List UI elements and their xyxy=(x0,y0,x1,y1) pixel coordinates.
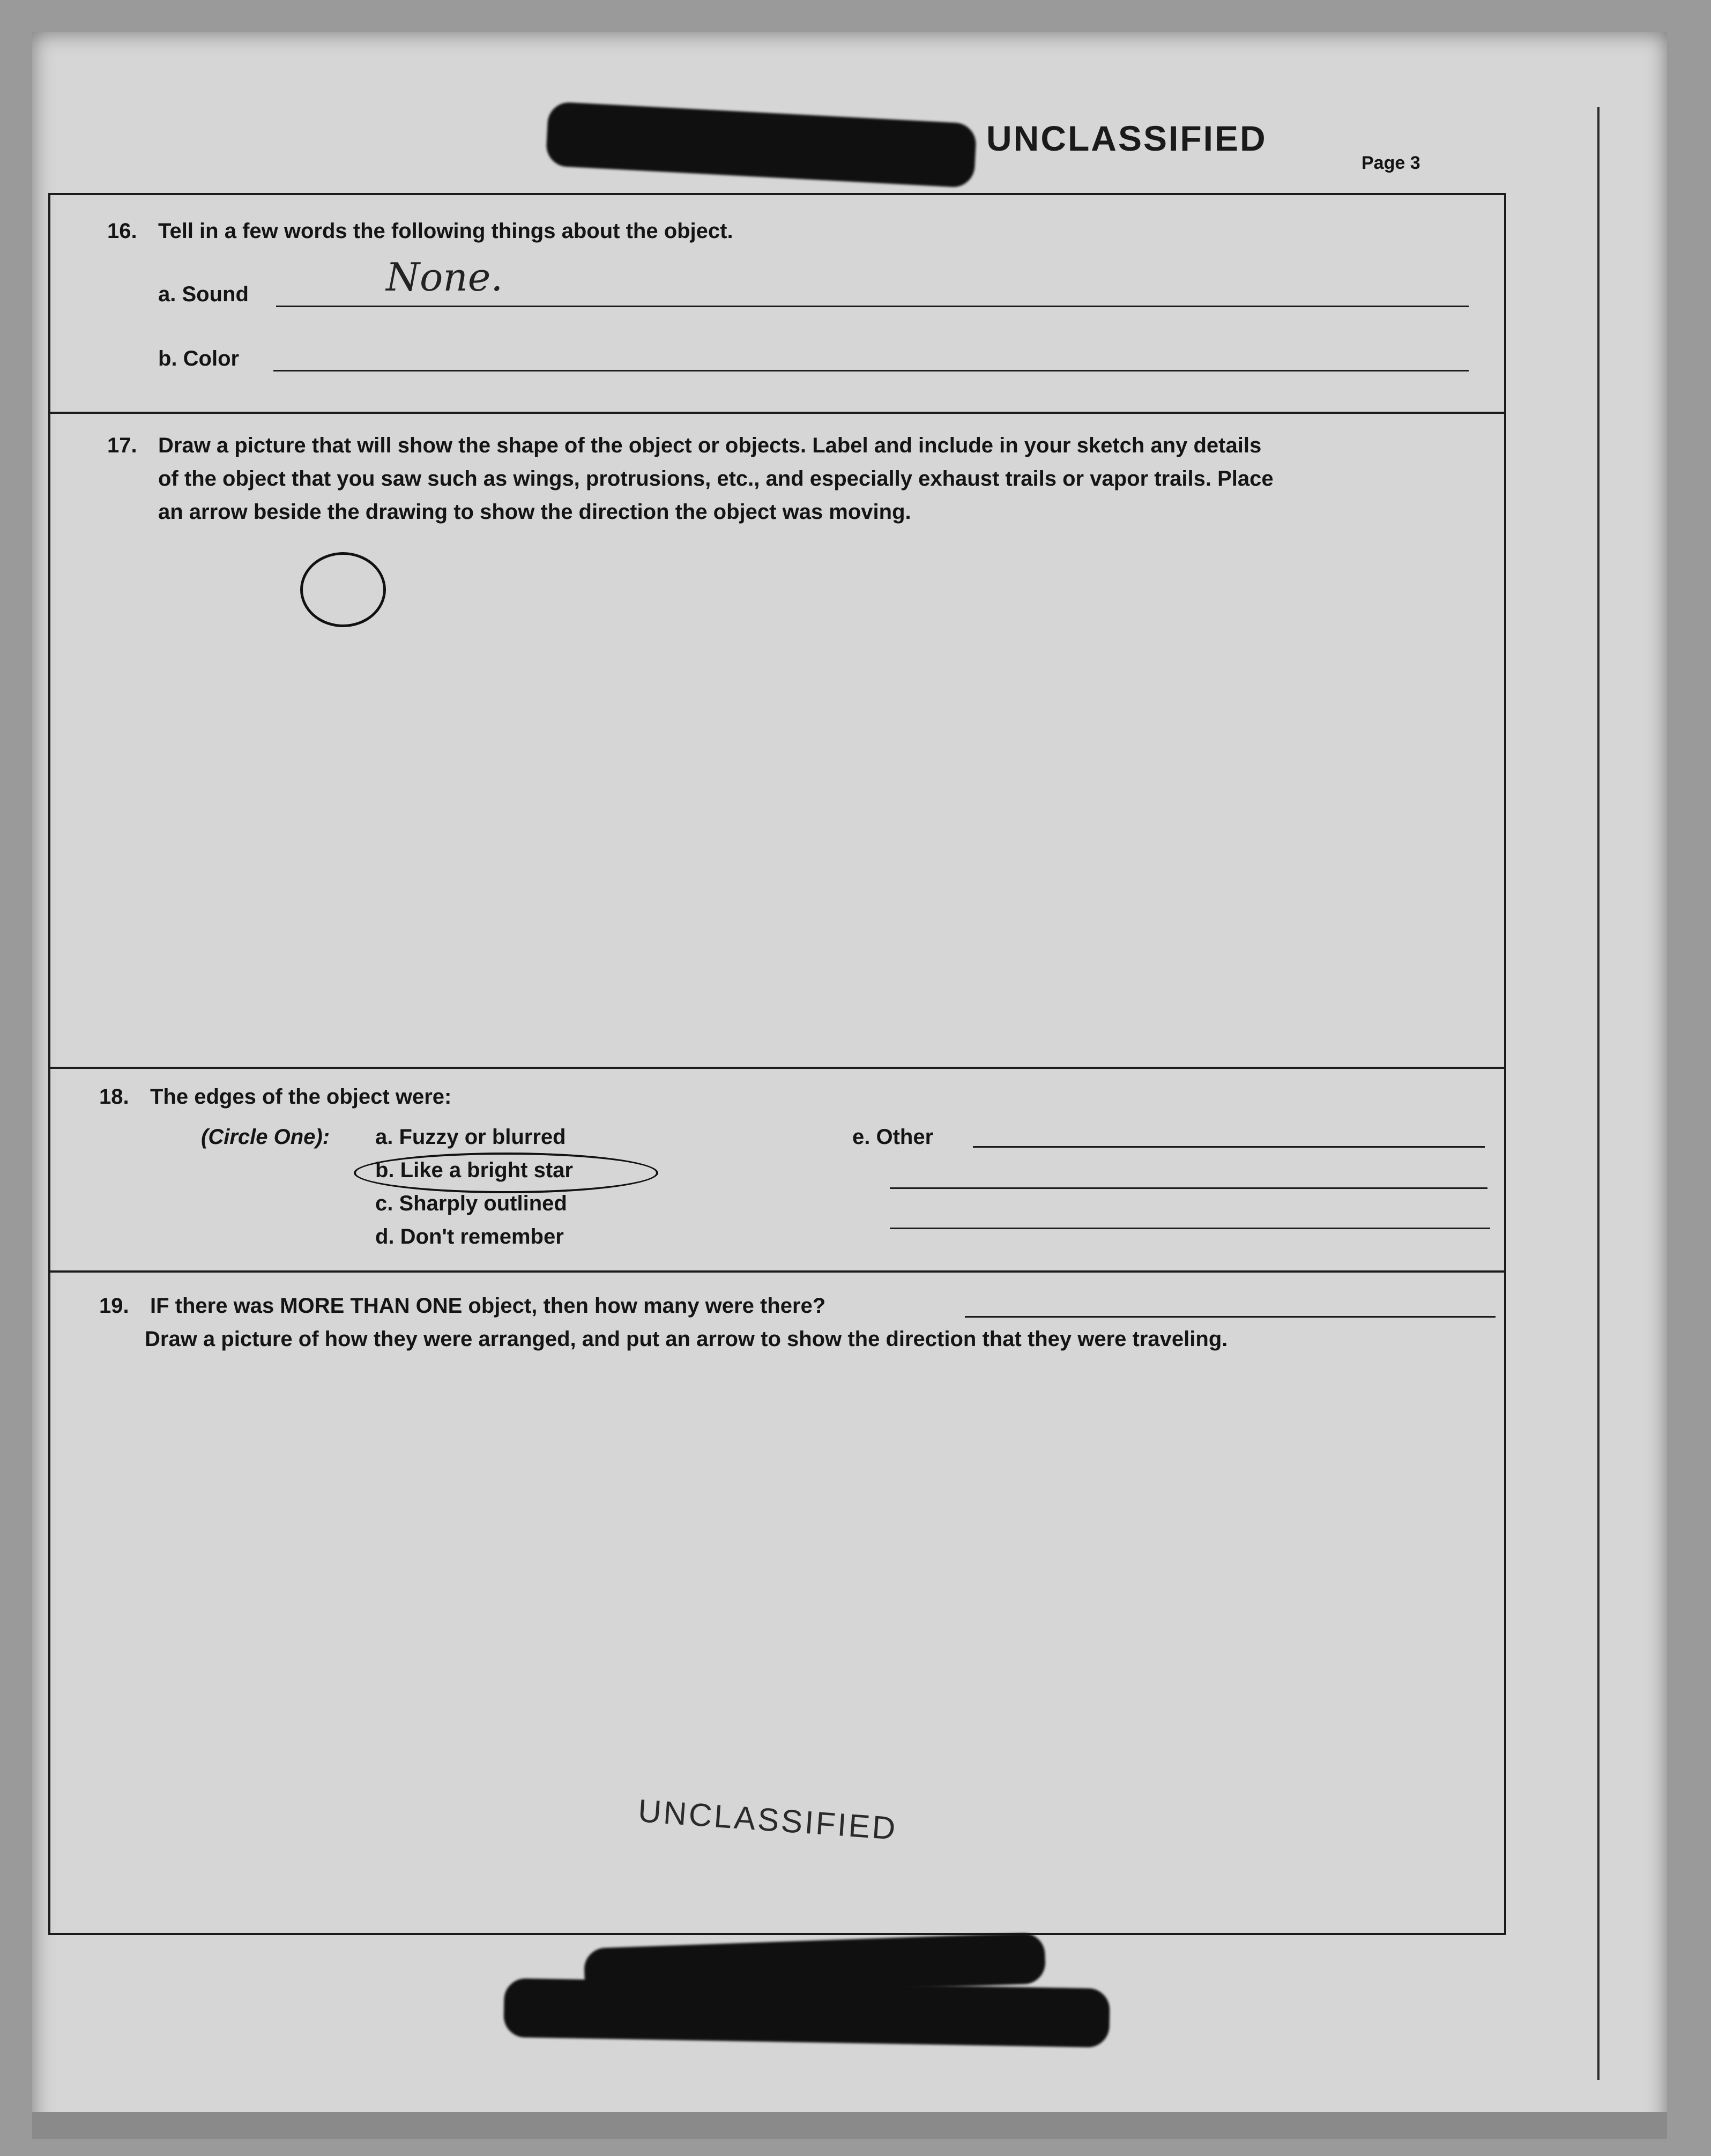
question-text: The edges of the object were: xyxy=(150,1085,452,1109)
question-17-line-3: an arrow beside the drawing to show the direction the object was moving. xyxy=(158,500,911,524)
other-line-1 xyxy=(973,1146,1485,1148)
sketch-circle xyxy=(300,552,386,627)
page-number: Page 3 xyxy=(1362,153,1420,173)
question-19-line-1: 19. IF there was MORE THAN ONE object, then how many were there? xyxy=(99,1289,1504,1322)
page-bottom-edge xyxy=(32,2112,1667,2139)
other-line-2 xyxy=(890,1187,1487,1189)
sound-label: a. Sound xyxy=(158,282,249,306)
circle-one-label: (Circle One): xyxy=(201,1125,330,1149)
question-19-line-2: Draw a picture of how they were arranged, and put an arrow to show the direction that they were traveling. xyxy=(145,1327,1228,1351)
question-18 xyxy=(99,1080,451,1113)
option-fuzzy[interactable]: a. Fuzzy or blurred xyxy=(375,1125,566,1149)
document-page xyxy=(32,32,1667,2139)
option-sharply-outlined[interactable]: c. Sharply outlined xyxy=(375,1192,567,1215)
color-line xyxy=(273,370,1469,371)
question-17 xyxy=(107,429,1501,529)
question-number: 18. xyxy=(99,1085,129,1109)
option-dont-remember[interactable]: d. Don't remember xyxy=(375,1225,564,1248)
sound-answer[interactable]: None. xyxy=(386,255,503,300)
classification-stamp-bottom: UNCLASSIFIED xyxy=(637,1793,899,1847)
classification-stamp-top: UNCLASSIFIED xyxy=(986,118,1267,158)
question-17-line-1: 17. Draw a picture that will show the shape of the object or objects. Label and include in your sketch any details xyxy=(107,429,1501,462)
question-19 xyxy=(99,1289,1504,1356)
question-number: 17. xyxy=(107,434,137,457)
other-line-3 xyxy=(890,1228,1490,1229)
divider-16-17 xyxy=(48,412,1506,414)
question-text: Tell in a few words the following things about the object. xyxy=(158,219,733,243)
redaction-bottom-2 xyxy=(503,1978,1110,2048)
other-label: e. Other xyxy=(852,1125,934,1149)
question-16 xyxy=(107,214,733,248)
color-label: b. Color xyxy=(158,347,240,370)
option-bright-star[interactable]: b. Like a bright star xyxy=(375,1158,573,1182)
page-edge-shadow xyxy=(1597,107,1600,2080)
sound-line xyxy=(276,306,1469,307)
question-number: 16. xyxy=(107,219,137,243)
count-line xyxy=(965,1316,1496,1318)
selected-option-circle xyxy=(354,1153,658,1193)
divider-18-19 xyxy=(48,1270,1506,1273)
question-number: 19. xyxy=(99,1294,129,1318)
redaction-top xyxy=(545,101,977,188)
question-17-line-2: of the object that you saw such as wings, protrusions, etc., and especially exhaust trails or vapor trails. Place xyxy=(158,467,1274,490)
divider-17-18 xyxy=(48,1067,1506,1069)
